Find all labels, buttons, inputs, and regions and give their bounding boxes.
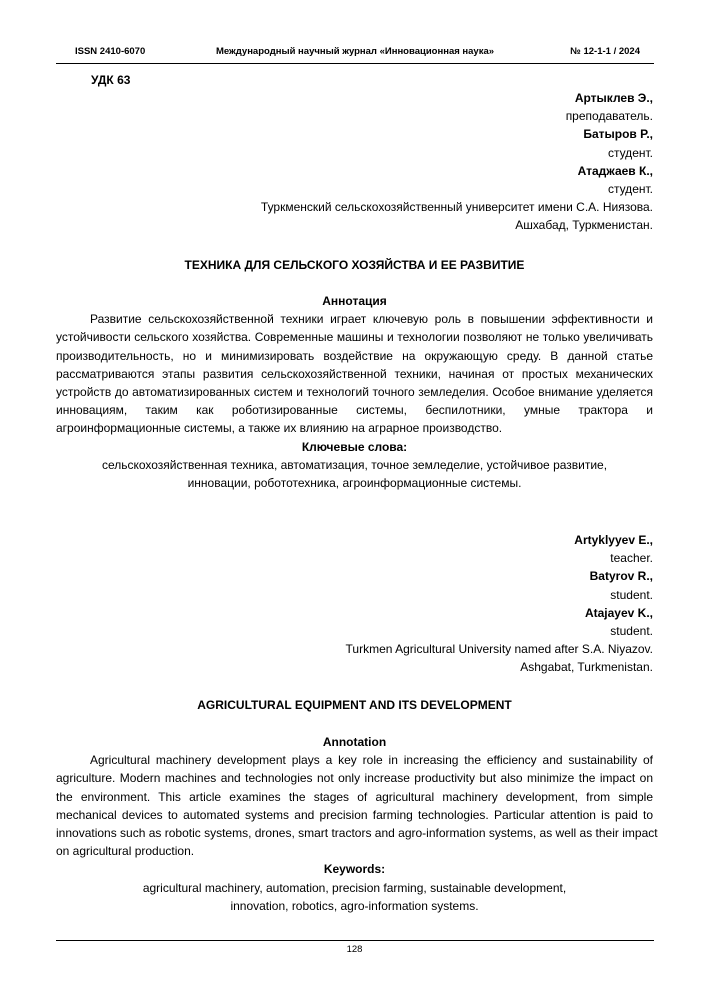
en-abstract-line: Agricultural machinery development plays a key role in increasing the efficiency and sustainability of (90, 753, 653, 768)
ru-author-role: преподаватель. (565, 109, 653, 124)
en-author-role: student. (610, 587, 653, 602)
ru-abstract-line: инновациям, таким как роботизированные системы, беспилотники, умные трактора и (56, 403, 653, 418)
en-city: Ashgabat, Turkmenistan. (520, 660, 653, 675)
ru-abstract-line: агроинформационные системы, а также их влиянию на аграрное производство. (56, 421, 503, 436)
en-keywords-heading: Keywords: (323, 862, 386, 877)
ru-article-title: ТЕХНИКА ДЛЯ СЕЛЬСКОГО ХОЗЯЙСТВА И ЕЕ РАЗВИТИЕ (184, 258, 525, 272)
header-divider (56, 63, 654, 64)
ru-author-block (56, 89, 653, 235)
en-affiliation: Turkmen Agricultural University named after S.A. Niyazov. (345, 642, 653, 657)
en-keywords-line: agricultural machinery, automation, precision farming, sustainable development, (142, 880, 567, 895)
ru-author-name: Атаджаев К., (577, 163, 653, 178)
ru-city: Ашхабад, Туркменистан. (515, 218, 653, 233)
ru-author-role: студент. (607, 181, 653, 196)
ru-abstract (56, 292, 653, 492)
udk-code: УДК 63 (91, 73, 131, 87)
en-abstract-line: the environment. This article examines the stages of agricultural machinery development, from simple (56, 789, 653, 804)
ru-keywords-line: инновации, робототехника, агроинформационные системы. (187, 475, 522, 490)
ru-keywords-line: сельскохозяйственная техника, автоматизация, точное земледелие, устойчивое развитие, (101, 457, 608, 472)
en-abstract (56, 733, 658, 915)
ru-affiliation: Туркменский сельскохозяйственный университет имени С.А. Ниязова. (260, 200, 653, 215)
en-author-role: teacher. (610, 551, 653, 566)
ru-keywords-heading: Ключевые слова: (301, 439, 408, 454)
footer-divider (56, 940, 654, 941)
ru-abstract-line: Развитие сельскохозяйственной техники играет ключевую роль в повышении эффективности и (90, 312, 653, 327)
page-number: 128 (346, 944, 363, 955)
ru-author-name: Артыклев Э., (574, 91, 653, 105)
en-abstract-line: mechanical devices to automated systems and precision farming technologies. Particular attention is paid to (56, 807, 653, 822)
journal-name: Международный научный журнал «Инновационная наука» (215, 46, 495, 57)
ru-author-name: Батыров Р., (583, 127, 653, 142)
ru-author-role: студент. (607, 145, 653, 160)
ru-abstract-line: устройств до автоматизированных систем и технологий точного земледелия. Особое внимание уделяется (56, 384, 653, 399)
en-author-name: Atajayev K., (584, 605, 653, 620)
en-abstract-line: on agricultural production. (56, 844, 195, 859)
en-author-name: Artyklyyev E., (574, 533, 653, 547)
en-article-title: AGRICULTURAL EQUIPMENT AND ITS DEVELOPMENT (197, 698, 512, 712)
en-keywords-line: innovation, robotics, agro-information systems. (230, 898, 479, 913)
en-abstract-line: innovations such as robotic systems, drones, smart tractors and agro-information systems, as well as their impact (56, 825, 658, 840)
en-abstract-heading: Annotation (322, 735, 387, 749)
ru-abstract-line: производительность, но и минимизировать воздействие на окружающую среду. В данной статье (56, 348, 653, 363)
en-abstract-line: agriculture. Modern machines and technologies not only increase productivity but also minimize the impact on (56, 771, 653, 786)
en-author-block (56, 531, 653, 677)
en-author-role: student. (610, 623, 653, 638)
issn: ISSN 2410-6070 (75, 46, 146, 57)
ru-abstract-heading: Аннотация (322, 294, 387, 308)
ru-abstract-line: рассматриваются этапы развития сельскохозяйственной техники, начиная от простых механических (56, 366, 653, 381)
en-author-name: Batyrov R., (589, 569, 653, 584)
issue-number: № 12-1-1 / 2024 (570, 46, 640, 57)
ru-abstract-line: устойчивости сельского хозяйства. Современные машины и технологии позволяют не только увеличивать (56, 330, 653, 345)
